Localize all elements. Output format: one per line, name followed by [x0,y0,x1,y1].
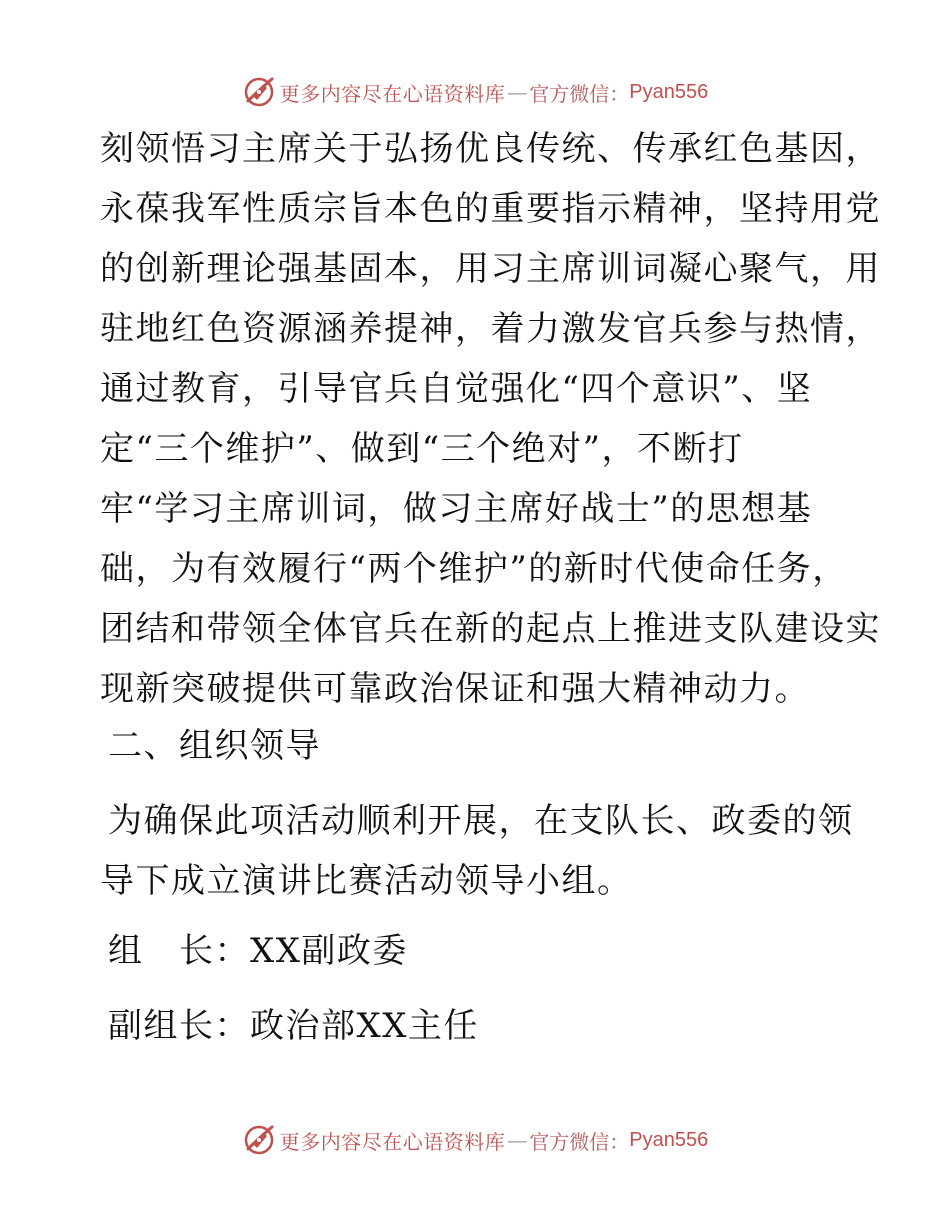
body-line: 牢“学习主席训词，做习主席好战士”的思想基 [100,489,813,529]
body-line: 驻地红色资源涵养提神，着力激发官兵参与热情， [100,309,881,349]
banner-separator: — [507,80,528,104]
section-line: 为确保此项活动顺利开展，在支队长、政委的领 [108,801,854,841]
footer-banner [0,1120,950,1160]
body-paragraph [100,119,881,719]
banner-label: 官方微信： [529,1129,630,1154]
banner-separator: — [507,1128,528,1152]
pen-logo-icon [242,75,276,109]
banner-label: 官方微信： [529,81,630,106]
header-banner [0,72,950,112]
body-line: 定“三个维护”、做到“三个绝对”，不断打 [100,429,744,469]
body-line: 团结和带领全体官兵在新的起点上推进支队建设实 [100,609,881,649]
section-heading: 二、组织领导 [108,726,321,766]
section-line: 导下成立演讲比赛活动领导小组。 [100,861,633,901]
body-line: 通过教育，引导官兵自觉强化“四个意识”、坚 [100,369,813,409]
body-line: 的创新理论强基固本，用习主席训词凝心聚气，用 [100,249,881,289]
section-paragraph [100,791,854,911]
body-line: 刻领悟习主席关于弘扬优良传统、传承红色基因， [100,129,881,169]
body-line: 础，为有效履行“两个维护”的新时代使命任务， [100,549,848,589]
banner-text: 更多内容尽在心语资料库 [279,81,506,106]
banner-wechat-id: Pyan556 [629,80,709,103]
body-line: 现新突破提供可靠政治保证和强大精神动力。 [100,669,810,709]
group-leader-line: 组 长：XX副政委 [108,931,408,971]
body-line: 永葆我军性质宗旨本色的重要指示精神，坚持用党 [100,189,881,229]
banner-text: 更多内容尽在心语资料库 [279,1129,506,1154]
deputy-leader-line: 副组长：政治部XX主任 [108,1006,479,1046]
pen-logo-icon [242,1123,276,1157]
banner-wechat-id: Pyan556 [629,1128,709,1151]
